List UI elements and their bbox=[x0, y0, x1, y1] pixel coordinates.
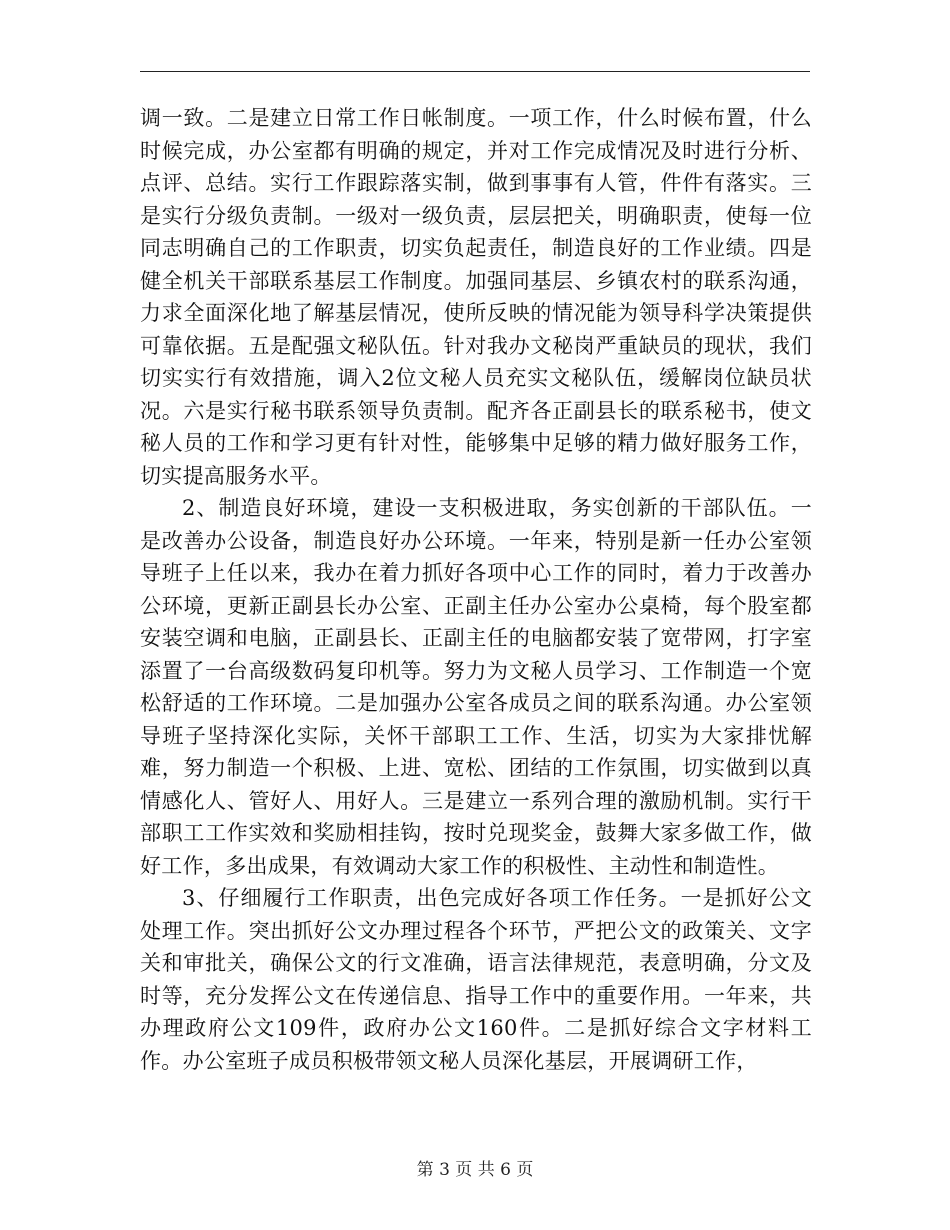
document-body bbox=[140, 102, 812, 1077]
header-rule bbox=[140, 71, 810, 72]
paragraph-2: 2、制造良好环境，建设一支积极进取，务实创新的干部队伍。一是改善办公设备，制造良好办公环境。一年来，特别是新一任办公室领导班子上任以来，我办在着力抓好各项中心工作的同时，着力于改善办公环境，更新正副县长办公室、正副主任办公室办公桌椅，每个股室都安装空调和电脑，正副县长、正副主任的电脑都安装了宽带网，打字室添置了一台高级数码复印机等。努力为文秘人员学习、工作制造一个宽松舒适的工作环境。二是加强办公室各成员之间的联系沟通。办公室领导班子坚持深化实际，关怀干部职工工作、生活，切实为大家排忧解难，努力制造一个积极、上进、宽松、团结的工作氛围，切实做到以真情感化人、管好人、用好人。三是建立一系列合理的激励机制。实行干部职工工作实效和奖励相挂钩，按时兑现奖金，鼓舞大家多做工作，做好工作，多出成果，有效调动大家工作的积极性、主动性和制造性。 bbox=[140, 496, 812, 878]
page-footer bbox=[0, 1155, 950, 1180]
paragraph-continuation: 调一致。二是建立日常工作日帐制度。一项工作，什么时候布置，什么时候完成，办公室都有明确的规定，并对工作完成情况及时进行分析、点评、总结。实行工作跟踪落实制，做到事事有人管，件件有落实。三是实行分级负责制。一级对一级负责，层层把关，明确职责，使每一位同志明确自己的工作职责，切实负起责任，制造良好的工作业绩。四是健全机关干部联系基层工作制度。加强同基层、乡镇农村的联系沟通，力求全面深化地了解基层情况，使所反映的情况能为领导科学决策提供可靠依据。五是配强文秘队伍。针对我办文秘岗严重缺员的现状，我们切实实行有效措施，调入2位文秘人员充实文秘队伍，缓解岗位缺员状况。六是实行秘书联系领导负责制。配齐各正副县长的联系秘书，使文秘人员的工作和学习更有针对性，能够集中足够的精力做好服务工作，切实提高服务水平。 bbox=[140, 106, 812, 488]
paragraph-3: 3、仔细履行工作职责，出色完成好各项工作任务。一是抓好公文处理工作。突出抓好公文办理过程各个环节，严把公文的政策关、文字关和审批关，确保公文的行文准确，语言法律规范，表意明确，分文及时等，充分发挥公文在传递信息、指导工作中的重要作用。一年来，共办理政府公文109件，政府办公文160件。二是抓好综合文字材料工作。办公室班子成员积极带领文秘人员深化基层，开展调研工作， bbox=[140, 886, 812, 1073]
page-number: 第 3 页 共 6 页 bbox=[416, 1160, 534, 1180]
